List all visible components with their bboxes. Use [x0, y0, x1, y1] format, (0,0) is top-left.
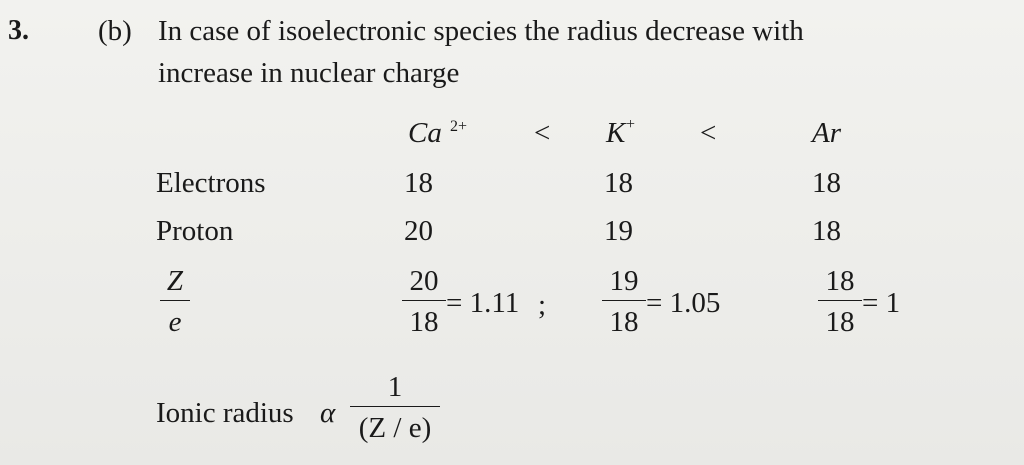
ratio-result-ar: = 1 — [862, 287, 901, 319]
proton-label: Proton — [156, 215, 234, 247]
ratio-ar-numerator: 18 — [825, 265, 855, 297]
electrons-value-ar: 18 — [812, 167, 841, 199]
ratio-ar-denominator: 18 — [825, 306, 855, 338]
species-ca-charge: 2+ — [450, 118, 468, 135]
ratio-fraction-ar — [818, 264, 862, 339]
species-k-symbol: K — [606, 117, 626, 149]
ratio-k-numerator: 19 — [609, 265, 639, 297]
conclusion-numerator: 1 — [387, 371, 403, 403]
ratio-label-fraction — [160, 264, 190, 339]
ratio-k-bar — [602, 300, 646, 301]
ratio-ar-bar — [818, 300, 862, 301]
ratio-separator: ; — [538, 289, 547, 321]
conclusion-denominator: (Z / e) — [358, 412, 432, 444]
ratio-label-numerator: Z — [166, 265, 184, 297]
statement-line-1: In case of isoelectronic species the radius decrease with — [158, 15, 804, 47]
question-number: 3. — [8, 15, 29, 46]
electrons-label: Electrons — [156, 167, 266, 199]
conclusion-fraction — [350, 370, 440, 445]
ratio-ca-denominator: 18 — [409, 306, 439, 338]
conclusion-bar — [350, 406, 440, 407]
proton-value-ar: 18 — [812, 215, 841, 247]
relation-less-than-1: < — [534, 117, 551, 149]
species-ca-symbol: Ca — [408, 117, 442, 149]
ratio-label-bar — [160, 300, 190, 301]
ratio-ca-numerator: 20 — [409, 265, 439, 297]
proportional-symbol: α — [320, 397, 336, 429]
species-k — [606, 116, 636, 150]
conclusion-label: Ionic radius — [156, 397, 294, 429]
electrons-value-ca: 18 — [404, 167, 433, 199]
species-ar-symbol: Ar — [812, 117, 841, 149]
relation-less-than-2: < — [700, 117, 717, 149]
ratio-result-k: = 1.05 — [646, 287, 721, 319]
ratio-k-denominator: 18 — [609, 306, 639, 338]
answer-option: (b) — [98, 15, 132, 47]
species-k-charge: + — [626, 116, 636, 133]
statement-line-2: increase in nuclear charge — [158, 57, 460, 89]
ratio-result-ca: = 1.11 — [446, 287, 520, 319]
ratio-fraction-k — [602, 264, 646, 339]
ratio-label-denominator: e — [168, 306, 182, 338]
ratio-ca-bar — [402, 300, 446, 301]
electrons-value-k: 18 — [604, 167, 633, 199]
proton-value-k: 19 — [604, 215, 633, 247]
proton-value-ca: 20 — [404, 215, 433, 247]
ratio-fraction-ca — [402, 264, 446, 339]
species-ca — [408, 116, 468, 150]
